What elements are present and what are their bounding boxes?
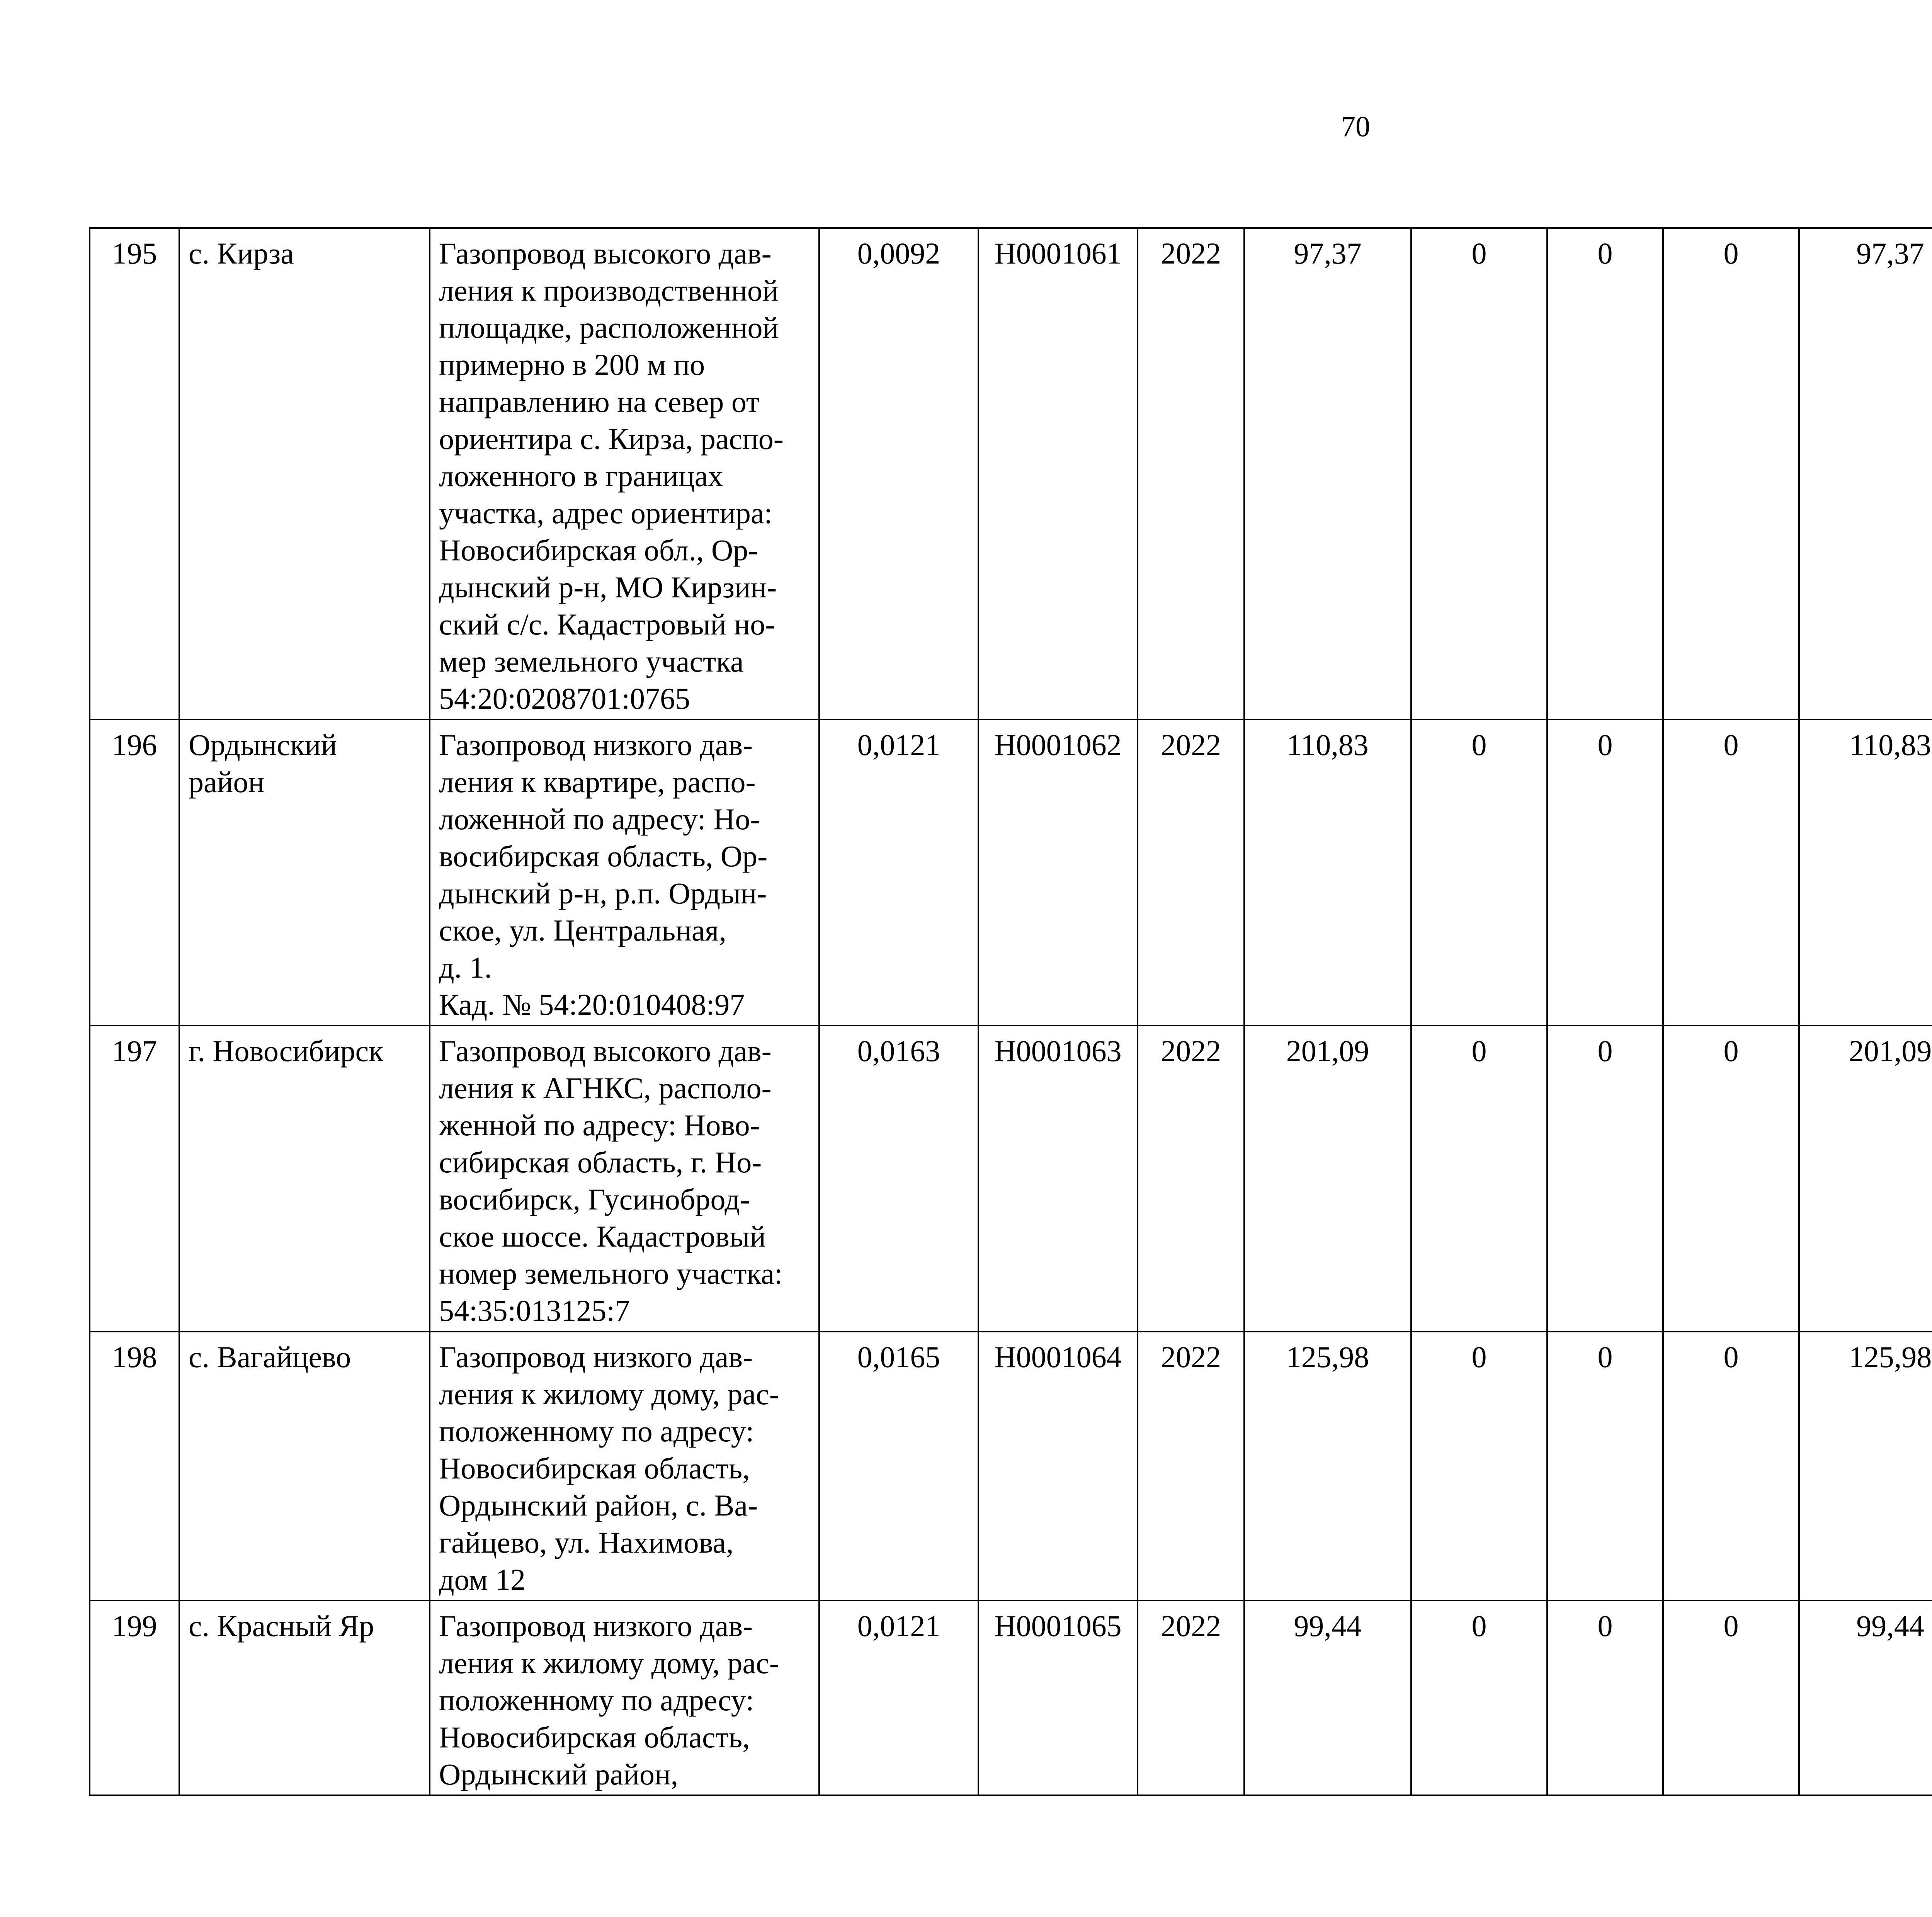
- locality-cell-line: с. Красный Яр: [189, 1609, 374, 1643]
- locality-cell-line: район: [189, 765, 265, 799]
- object-code-cell: Н0001061: [978, 228, 1138, 720]
- description-cell-line: д. 1.: [439, 951, 492, 984]
- value-cell-b: 0: [1547, 1332, 1663, 1601]
- row-number-cell: 197: [90, 1026, 179, 1332]
- description-cell-line: 54:20:0208701:0765: [439, 682, 690, 715]
- description-cell-line: ское, ул. Центральная,: [439, 913, 726, 947]
- length-cell: 0,0165: [819, 1332, 978, 1601]
- description-cell: [430, 228, 819, 720]
- value-cell-c: 0: [1663, 1332, 1799, 1601]
- description-cell: [430, 720, 819, 1026]
- sum-cell: 97,37: [1799, 228, 1932, 720]
- description-cell-line: ления к квартире, распо-: [439, 765, 756, 799]
- description-cell-line: примерно в 200 м по: [439, 348, 705, 381]
- object-code-cell: Н0001064: [978, 1332, 1138, 1601]
- description-cell-line: восибирская область, Ор-: [439, 839, 768, 873]
- object-code-cell: Н0001062: [978, 720, 1138, 1026]
- description-cell-line: Кад. № 54:20:010408:97: [439, 988, 745, 1021]
- value-cell-c: 0: [1663, 720, 1799, 1026]
- locality-cell: [179, 1026, 430, 1332]
- total-cost-cell: 125,98: [1244, 1332, 1411, 1601]
- length-cell: 0,0121: [819, 1601, 978, 1795]
- total-cost-cell: 201,09: [1244, 1026, 1411, 1332]
- year-cell: 2022: [1138, 720, 1244, 1026]
- value-cell-b: 0: [1547, 1026, 1663, 1332]
- description-cell-line: Газопровод низкого дав-: [439, 728, 753, 762]
- table-row: [90, 1332, 1932, 1601]
- locality-cell: [179, 1332, 430, 1601]
- description-cell-line: ления к жилому дому, рас-: [439, 1646, 779, 1680]
- description-cell-line: Новосибирская обл., Ор-: [439, 533, 759, 567]
- total-cost-cell: 99,44: [1244, 1601, 1411, 1795]
- length-cell: 0,0121: [819, 720, 978, 1026]
- table-row: [90, 720, 1932, 1026]
- description-cell-line: Газопровод низкого дав-: [439, 1340, 753, 1374]
- value-cell-a: 0: [1411, 1332, 1547, 1601]
- description-cell-line: Ордынский район,: [439, 1757, 679, 1791]
- total-cost-cell: 97,37: [1244, 228, 1411, 720]
- sum-cell: 99,44: [1799, 1601, 1932, 1795]
- description-cell-line: Новосибирская область,: [439, 1451, 750, 1485]
- table-row: [90, 1026, 1932, 1332]
- description-cell-line: Газопровод низкого дав-: [439, 1609, 753, 1643]
- year-cell: 2022: [1138, 1332, 1244, 1601]
- locality-cell-line: Ордынский: [189, 728, 337, 762]
- description-cell-line: Ордынский район, с. Ва-: [439, 1488, 758, 1522]
- value-cell-a: 0: [1411, 1026, 1547, 1332]
- total-cost-cell: 110,83: [1244, 720, 1411, 1026]
- description-cell-line: гайцево, ул. Нахимова,: [439, 1526, 734, 1559]
- value-cell-a: 0: [1411, 1601, 1547, 1795]
- locality-cell-line: г. Новосибирск: [189, 1034, 384, 1068]
- object-code-cell: Н0001063: [978, 1026, 1138, 1332]
- sum-cell: 125,98: [1799, 1332, 1932, 1601]
- table-body: [90, 228, 1932, 1795]
- description-cell-line: сибирская область, г. Но-: [439, 1145, 762, 1179]
- year-cell: 2022: [1138, 1026, 1244, 1332]
- row-number-cell: 198: [90, 1332, 179, 1601]
- locality-cell: [179, 720, 430, 1026]
- value-cell-b: 0: [1547, 228, 1663, 720]
- value-cell-b: 0: [1547, 1601, 1663, 1795]
- locality-cell: [179, 1601, 430, 1795]
- locality-cell-line: с. Кирза: [189, 236, 294, 270]
- description-cell-line: восибирск, Гусиноброд-: [439, 1182, 750, 1216]
- value-cell-c: 0: [1663, 1601, 1799, 1795]
- value-cell-a: 0: [1411, 228, 1547, 720]
- description-cell-line: ложенного в границах: [439, 459, 723, 493]
- value-cell-b: 0: [1547, 720, 1663, 1026]
- description-cell-line: дынский р-н, р.п. Ордын-: [439, 876, 767, 910]
- description-cell-line: положенному по адресу:: [439, 1414, 754, 1448]
- value-cell-a: 0: [1411, 720, 1547, 1026]
- value-cell-c: 0: [1663, 228, 1799, 720]
- year-cell: 2022: [1138, 228, 1244, 720]
- page-number: 70: [1341, 111, 1370, 143]
- row-number-cell: 199: [90, 1601, 179, 1795]
- description-cell-line: ления к АГНКС, располо-: [439, 1071, 772, 1105]
- description-cell-line: направлению на север от: [439, 385, 759, 418]
- length-cell: 0,0092: [819, 228, 978, 720]
- description-cell-line: женной по адресу: Ново-: [439, 1108, 760, 1142]
- row-number-cell: 196: [90, 720, 179, 1026]
- description-cell-line: ориентира с. Кирза, распо-: [439, 422, 784, 456]
- table-row: [90, 228, 1932, 720]
- sum-cell: 110,83: [1799, 720, 1932, 1026]
- registry-table: [89, 227, 1932, 1796]
- description-cell-line: положенному по адресу:: [439, 1683, 754, 1717]
- description-cell-line: дынский р-н, МО Кирзин-: [439, 570, 777, 604]
- description-cell: [430, 1026, 819, 1332]
- length-cell: 0,0163: [819, 1026, 978, 1332]
- description-cell-line: площадке, расположенной: [439, 311, 779, 344]
- description-cell-line: мер земельного участка: [439, 645, 744, 678]
- description-cell-line: ления к производственной: [439, 274, 779, 307]
- locality-cell-line: с. Вагайцево: [189, 1340, 351, 1374]
- description-cell-line: ский с/с. Кадастровый но-: [439, 607, 776, 641]
- value-cell-c: 0: [1663, 1026, 1799, 1332]
- description-cell-line: Газопровод высокого дав-: [439, 1034, 772, 1068]
- description-cell-line: дом 12: [439, 1563, 526, 1596]
- year-cell: 2022: [1138, 1601, 1244, 1795]
- description-cell-line: ления к жилому дому, рас-: [439, 1377, 779, 1411]
- table-row: [90, 1601, 1932, 1795]
- row-number-cell: 195: [90, 228, 179, 720]
- description-cell-line: Газопровод высокого дав-: [439, 236, 772, 270]
- description-cell-line: номер земельного участка:: [439, 1257, 783, 1290]
- description-cell-line: участка, адрес ориентира:: [439, 496, 773, 530]
- sum-cell: 201,09: [1799, 1026, 1932, 1332]
- description-cell-line: Новосибирская область,: [439, 1720, 750, 1754]
- locality-cell: [179, 228, 430, 720]
- description-cell: [430, 1601, 819, 1795]
- description-cell-line: ложенной по адресу: Но-: [439, 802, 760, 836]
- object-code-cell: Н0001065: [978, 1601, 1138, 1795]
- description-cell-line: 54:35:013125:7: [439, 1294, 630, 1327]
- description-cell: [430, 1332, 819, 1601]
- description-cell-line: ское шоссе. Кадастровый: [439, 1220, 766, 1253]
